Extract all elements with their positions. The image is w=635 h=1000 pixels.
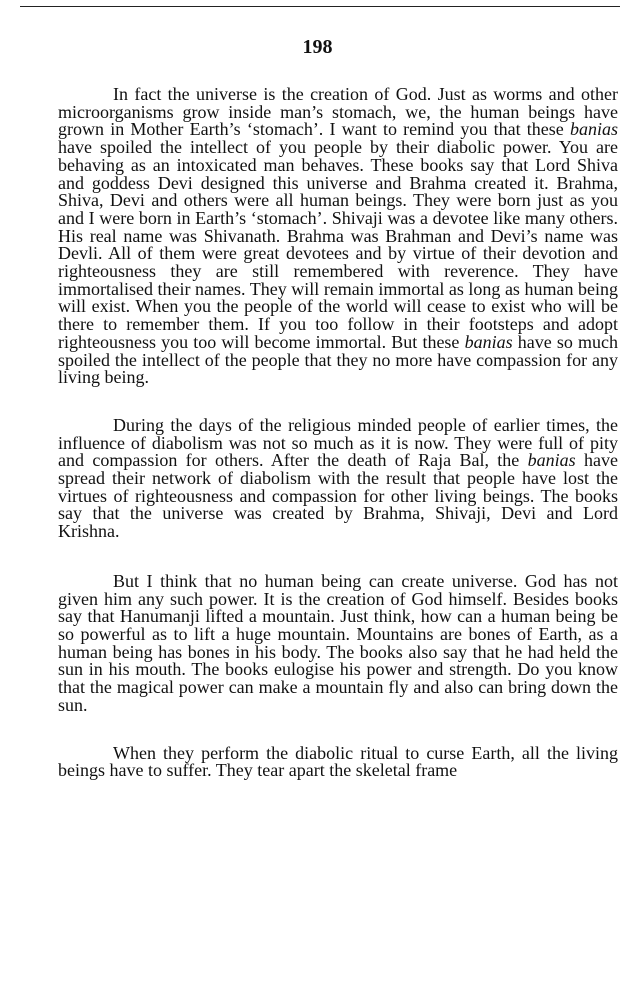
text-run: have spoiled the intellect of you people by their diabolic power. You are behaving as an intoxicated man behaves. These books say that Lord Shiva and goddess Devi designed this universe and Brahma created it. Brahma, Shiva, Devi and others were all human beings. They were born just as you and I were born in Earth’s ‘stomach’. Shivaji was a devotee like many others. His real name was Shivanath. Brahma was Brahman and Devi’s name was Devli. All of them were great devotees and by virtue of their devotion and righteousness they are still remembered with reverence. They have immortalised their names. They will remain immortal as long as human being will exist. When you the people of the world will cease to exist who will be there to remember them. If you too follow in their footsteps and adopt righteousness you too will become immortal. But these	[58, 137, 618, 352]
italic-term: banias	[569, 119, 618, 140]
paragraph	[58, 570, 618, 715]
paragraph	[58, 742, 618, 781]
text-run: When they perform the diabolic ritual to curse Earth, all the living beings have to suffer. They tear apart the skeletal frame	[58, 742, 618, 781]
text-run: have so much spoiled the intellect of the people that they no more have compassion for any living being.	[58, 331, 618, 388]
italic-term: banias	[527, 450, 576, 471]
text-run: During the days of the religious minded people of earlier times, the influence of diabolism was not so much as it is now. They were full of pity and compassion for others. After the death of Raja Bal, the	[58, 414, 618, 471]
text-run: In fact the universe is the creation of God. Just as worms and other microorganisms grow inside man’s stomach, we, the human beings have grown in Mother Earth’s ‘stomach’. I want to remind you that these	[58, 84, 618, 140]
page-number: 198	[302, 36, 333, 58]
top-rule	[20, 6, 620, 7]
paragraph	[58, 86, 618, 387]
paragraph	[58, 414, 618, 542]
text-run: But I think that no human being can create universe. God has not given him any such power. It is the creation of God himself. Besides books say that Hanumanji lifted a mountain. Just think, how can a human being be so powerful as to lift a huge mountain. Mountains are bones of Earth, as a human being has bones in his body. The books also say that he had held the sun in his mouth. The books eulogise his power and strength. Do you know that the magical power can make a mountain fly and also can bring down the sun.	[58, 570, 618, 715]
italic-term: banias	[464, 331, 513, 352]
text-run: have spread their network of diabolism with the result that people have lost the virtues of righteousness and compassion for other living beings. The books say that the universe was created by Brahma, Shivaji, Devi and Lord Krishna.	[58, 450, 618, 542]
body-text	[58, 86, 618, 780]
